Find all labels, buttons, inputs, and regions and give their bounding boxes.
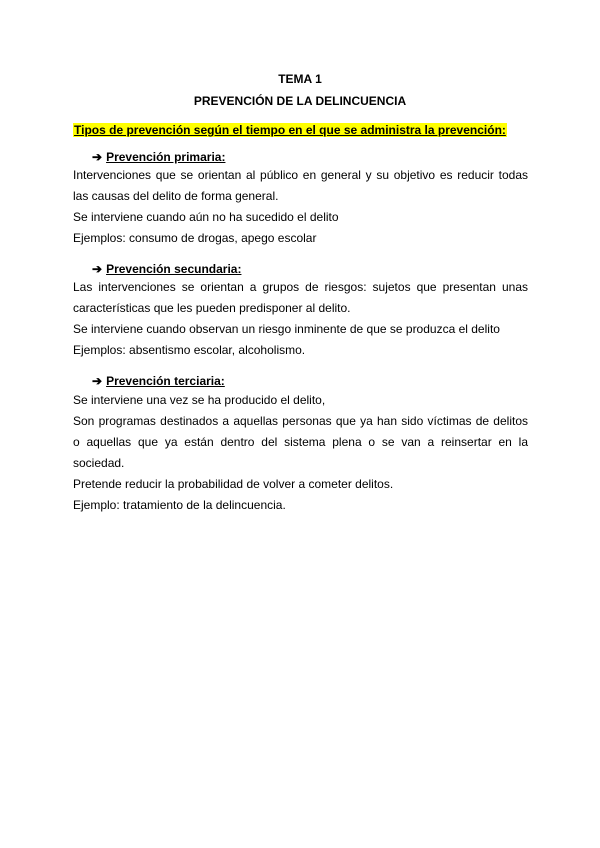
body-line: características que les pueden predisponer al delito. bbox=[73, 301, 351, 315]
body-line: las causas del delito de forma general. bbox=[73, 189, 279, 203]
body-line: Se interviene cuando observan un riesgo inminente de que se produzca el delito bbox=[73, 322, 500, 336]
section-heading-terciaria bbox=[92, 374, 225, 388]
arrow-right-icon: ➔ bbox=[92, 374, 103, 388]
body-line: Ejemplo: tratamiento de la delincuencia. bbox=[73, 498, 286, 512]
body-line: Pretende reducir la probabilidad de volver a cometer delitos. bbox=[73, 477, 394, 491]
section-body-terciaria bbox=[73, 390, 528, 516]
body-line: Se interviene cuando aún no ha sucedido el delito bbox=[73, 210, 339, 224]
section-heading-secundaria bbox=[92, 262, 241, 276]
body-line: Ejemplos: absentismo escolar, alcoholismo. bbox=[73, 343, 306, 357]
body-line: o aquellas que ya están dentro del sistema plena o se van a reinsertar en la bbox=[73, 435, 528, 449]
section-heading-primaria bbox=[92, 150, 225, 164]
body-line: Intervenciones que se orientan al público en general y su objetivo es reducir todas bbox=[73, 168, 528, 182]
body-line: Se interviene una vez se ha producido el delito, bbox=[73, 393, 326, 407]
arrow-right-icon: ➔ bbox=[92, 150, 103, 164]
section-body-secundaria bbox=[73, 277, 528, 361]
body-line: sociedad. bbox=[73, 456, 125, 470]
body-line: Las intervenciones se orientan a grupos de riesgos: sujetos que presentan unas bbox=[73, 280, 528, 294]
section-heading-label: Prevención terciaria: bbox=[106, 374, 225, 388]
highlighted-heading: Tipos de prevención según el tiempo en el que se administra la prevención: bbox=[74, 123, 506, 137]
section-heading-label: Prevención primaria: bbox=[106, 150, 226, 164]
arrow-right-icon: ➔ bbox=[92, 262, 103, 276]
body-line: Ejemplos: consumo de drogas, apego escolar bbox=[73, 231, 317, 245]
body-line: Son programas destinados a aquellas personas que ya han sido víctimas de delitos bbox=[73, 414, 528, 428]
document-title-line2: PREVENCIÓN DE LA DELINCUENCIA bbox=[193, 94, 407, 108]
section-heading-label: Prevención secundaria: bbox=[106, 262, 242, 276]
section-body-primaria bbox=[73, 165, 528, 249]
document-title-line1: TEMA 1 bbox=[278, 72, 322, 86]
